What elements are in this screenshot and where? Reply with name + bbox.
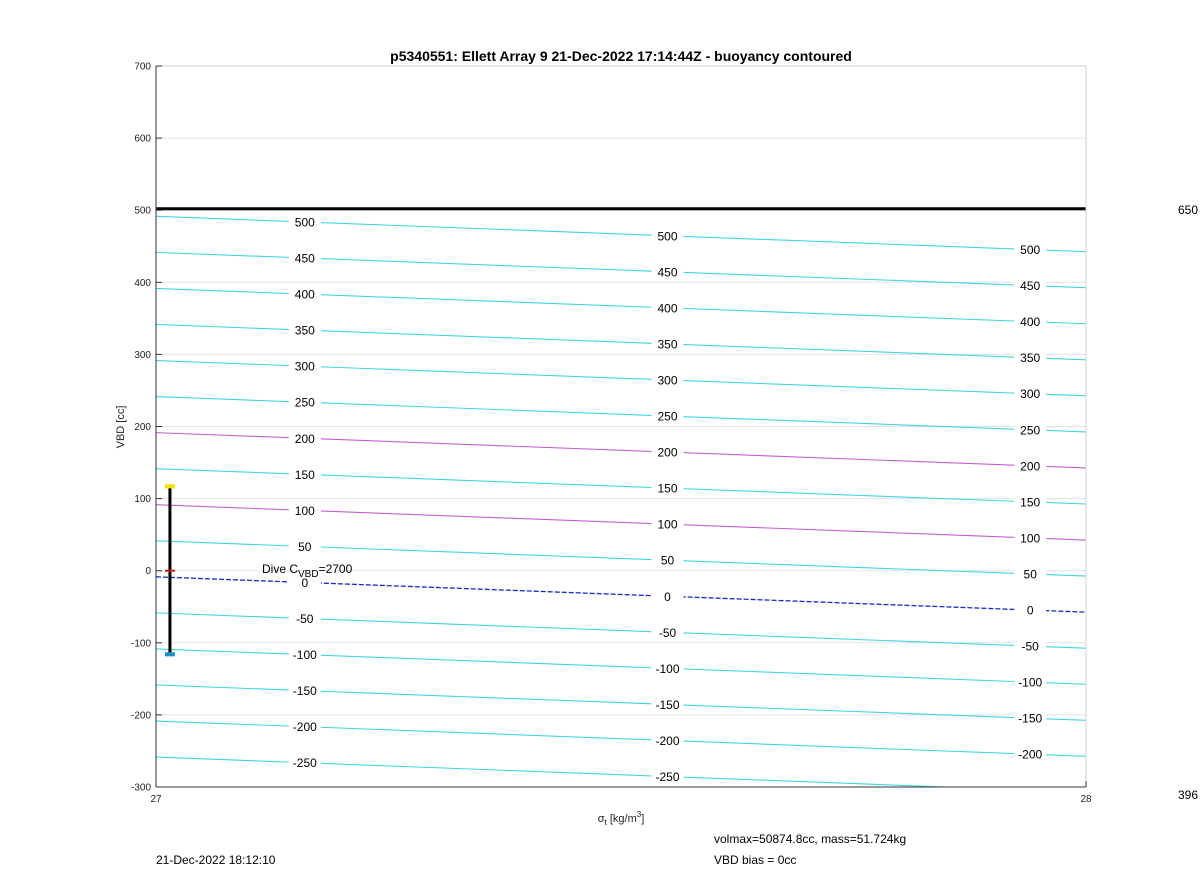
y-axis-label: VBD [cc]	[115, 405, 127, 449]
vbd-zero-marker	[165, 570, 175, 572]
contour-label-500: 500	[1020, 243, 1041, 258]
x-axis-label-subscript: t	[604, 818, 607, 827]
contour-label--200: -200	[655, 733, 680, 748]
contour-label-0: 0	[664, 589, 671, 604]
y-tick-label: -200	[130, 710, 151, 722]
y-tick-label: -300	[130, 782, 151, 794]
contour-label-200: 200	[294, 431, 315, 446]
contour-label-400: 400	[1020, 315, 1041, 330]
contour-label-100: 100	[657, 517, 678, 532]
x-tick-label: 28	[1080, 794, 1092, 805]
contour-label-300: 300	[1020, 387, 1041, 402]
contour-label--50: -50	[296, 612, 314, 627]
y-tick-label: 100	[134, 494, 151, 506]
contour-label-350: 350	[1020, 351, 1041, 366]
contour-label--200: -200	[292, 720, 317, 735]
contour-label-450: 450	[657, 265, 678, 280]
vbd-range-bar	[165, 484, 175, 656]
contour-label-300: 300	[294, 359, 315, 374]
contour-label--100: -100	[1018, 675, 1043, 690]
contour-label--150: -150	[292, 684, 317, 699]
contour-label-200: 200	[1020, 459, 1041, 474]
y-tick-label: 0	[145, 566, 151, 578]
contour-label-400: 400	[294, 287, 315, 302]
contour-label-0: 0	[301, 575, 309, 590]
contour-label--250: -250	[292, 756, 317, 771]
contour-label-250: 250	[657, 409, 678, 424]
contour-label-350: 350	[294, 323, 315, 338]
vbd-bias-note: VBD bias = 0cc	[714, 853, 797, 867]
x-axis-label-bracket: ]	[641, 813, 645, 825]
contour-label-150: 150	[657, 481, 678, 496]
x-axis-label-units: [kg/m	[606, 813, 637, 825]
annotation-subscript: VBD	[298, 569, 319, 580]
y-tick-label: 300	[134, 349, 151, 361]
side-label-top: 650	[1178, 203, 1199, 217]
x-axis-label-superscript: 3	[636, 810, 642, 819]
contour-label--250: -250	[655, 770, 680, 785]
contour-label-200: 200	[657, 445, 678, 460]
y-tick-label: 200	[134, 422, 151, 433]
contour-label-450: 450	[294, 251, 315, 266]
side-label-bottom: 396	[1178, 788, 1199, 802]
contour-label-50: 50	[660, 553, 675, 568]
contour-label--200: -200	[1018, 747, 1043, 762]
axis-ticks	[131, 62, 1092, 806]
x-tick-label: 27	[150, 794, 162, 805]
contour-label-50: 50	[1023, 567, 1037, 582]
vbd-max-marker	[165, 484, 175, 488]
contour-label--150: -150	[1018, 711, 1043, 726]
vbd-min-marker	[165, 652, 175, 656]
contour-label-450: 450	[1020, 279, 1041, 294]
chart-title: p5340551: Ellett Array 9 21-Dec-2022 17:14:44Z - buoyancy contoured	[390, 48, 852, 64]
y-tick-label: 700	[134, 61, 151, 73]
y-tick-label: 400	[134, 277, 151, 289]
contour-label-100: 100	[1020, 531, 1041, 546]
annotation-prefix: Dive C	[262, 562, 299, 576]
volmax-mass-note: volmax=50874.8cc, mass=51.724kg	[714, 832, 907, 846]
contour-label--100: -100	[655, 661, 680, 676]
contour-label-350: 350	[657, 337, 678, 352]
x-axis-label-symbol: σ	[597, 813, 605, 825]
y-tick-label: -100	[130, 638, 151, 650]
contour-labels	[289, 215, 1046, 784]
dive-c-vbd-annotation	[262, 562, 353, 580]
y-tick-label: 500	[134, 205, 151, 217]
contour-label--50: -50	[658, 625, 677, 640]
contour-label-150: 150	[294, 467, 315, 482]
annotation-value: =2700	[318, 562, 353, 576]
contour-label-0: 0	[1026, 603, 1034, 618]
timestamp: 21-Dec-2022 18:12:10	[156, 853, 276, 867]
contour-label-300: 300	[657, 373, 678, 388]
contour-label--150: -150	[655, 697, 680, 712]
contour-label-250: 250	[1020, 423, 1041, 438]
contour-label-100: 100	[294, 503, 315, 518]
contour-label--100: -100	[292, 648, 317, 663]
y-tick-label: 600	[134, 133, 151, 145]
contour-label-500: 500	[657, 229, 678, 244]
contour-label-250: 250	[294, 395, 315, 410]
contour-label--50: -50	[1021, 639, 1039, 654]
contour-label-500: 500	[294, 215, 315, 230]
x-axis-label	[598, 810, 645, 827]
contour-label-50: 50	[298, 539, 312, 554]
contour-label-150: 150	[1020, 495, 1041, 510]
contour-label-400: 400	[657, 301, 678, 316]
